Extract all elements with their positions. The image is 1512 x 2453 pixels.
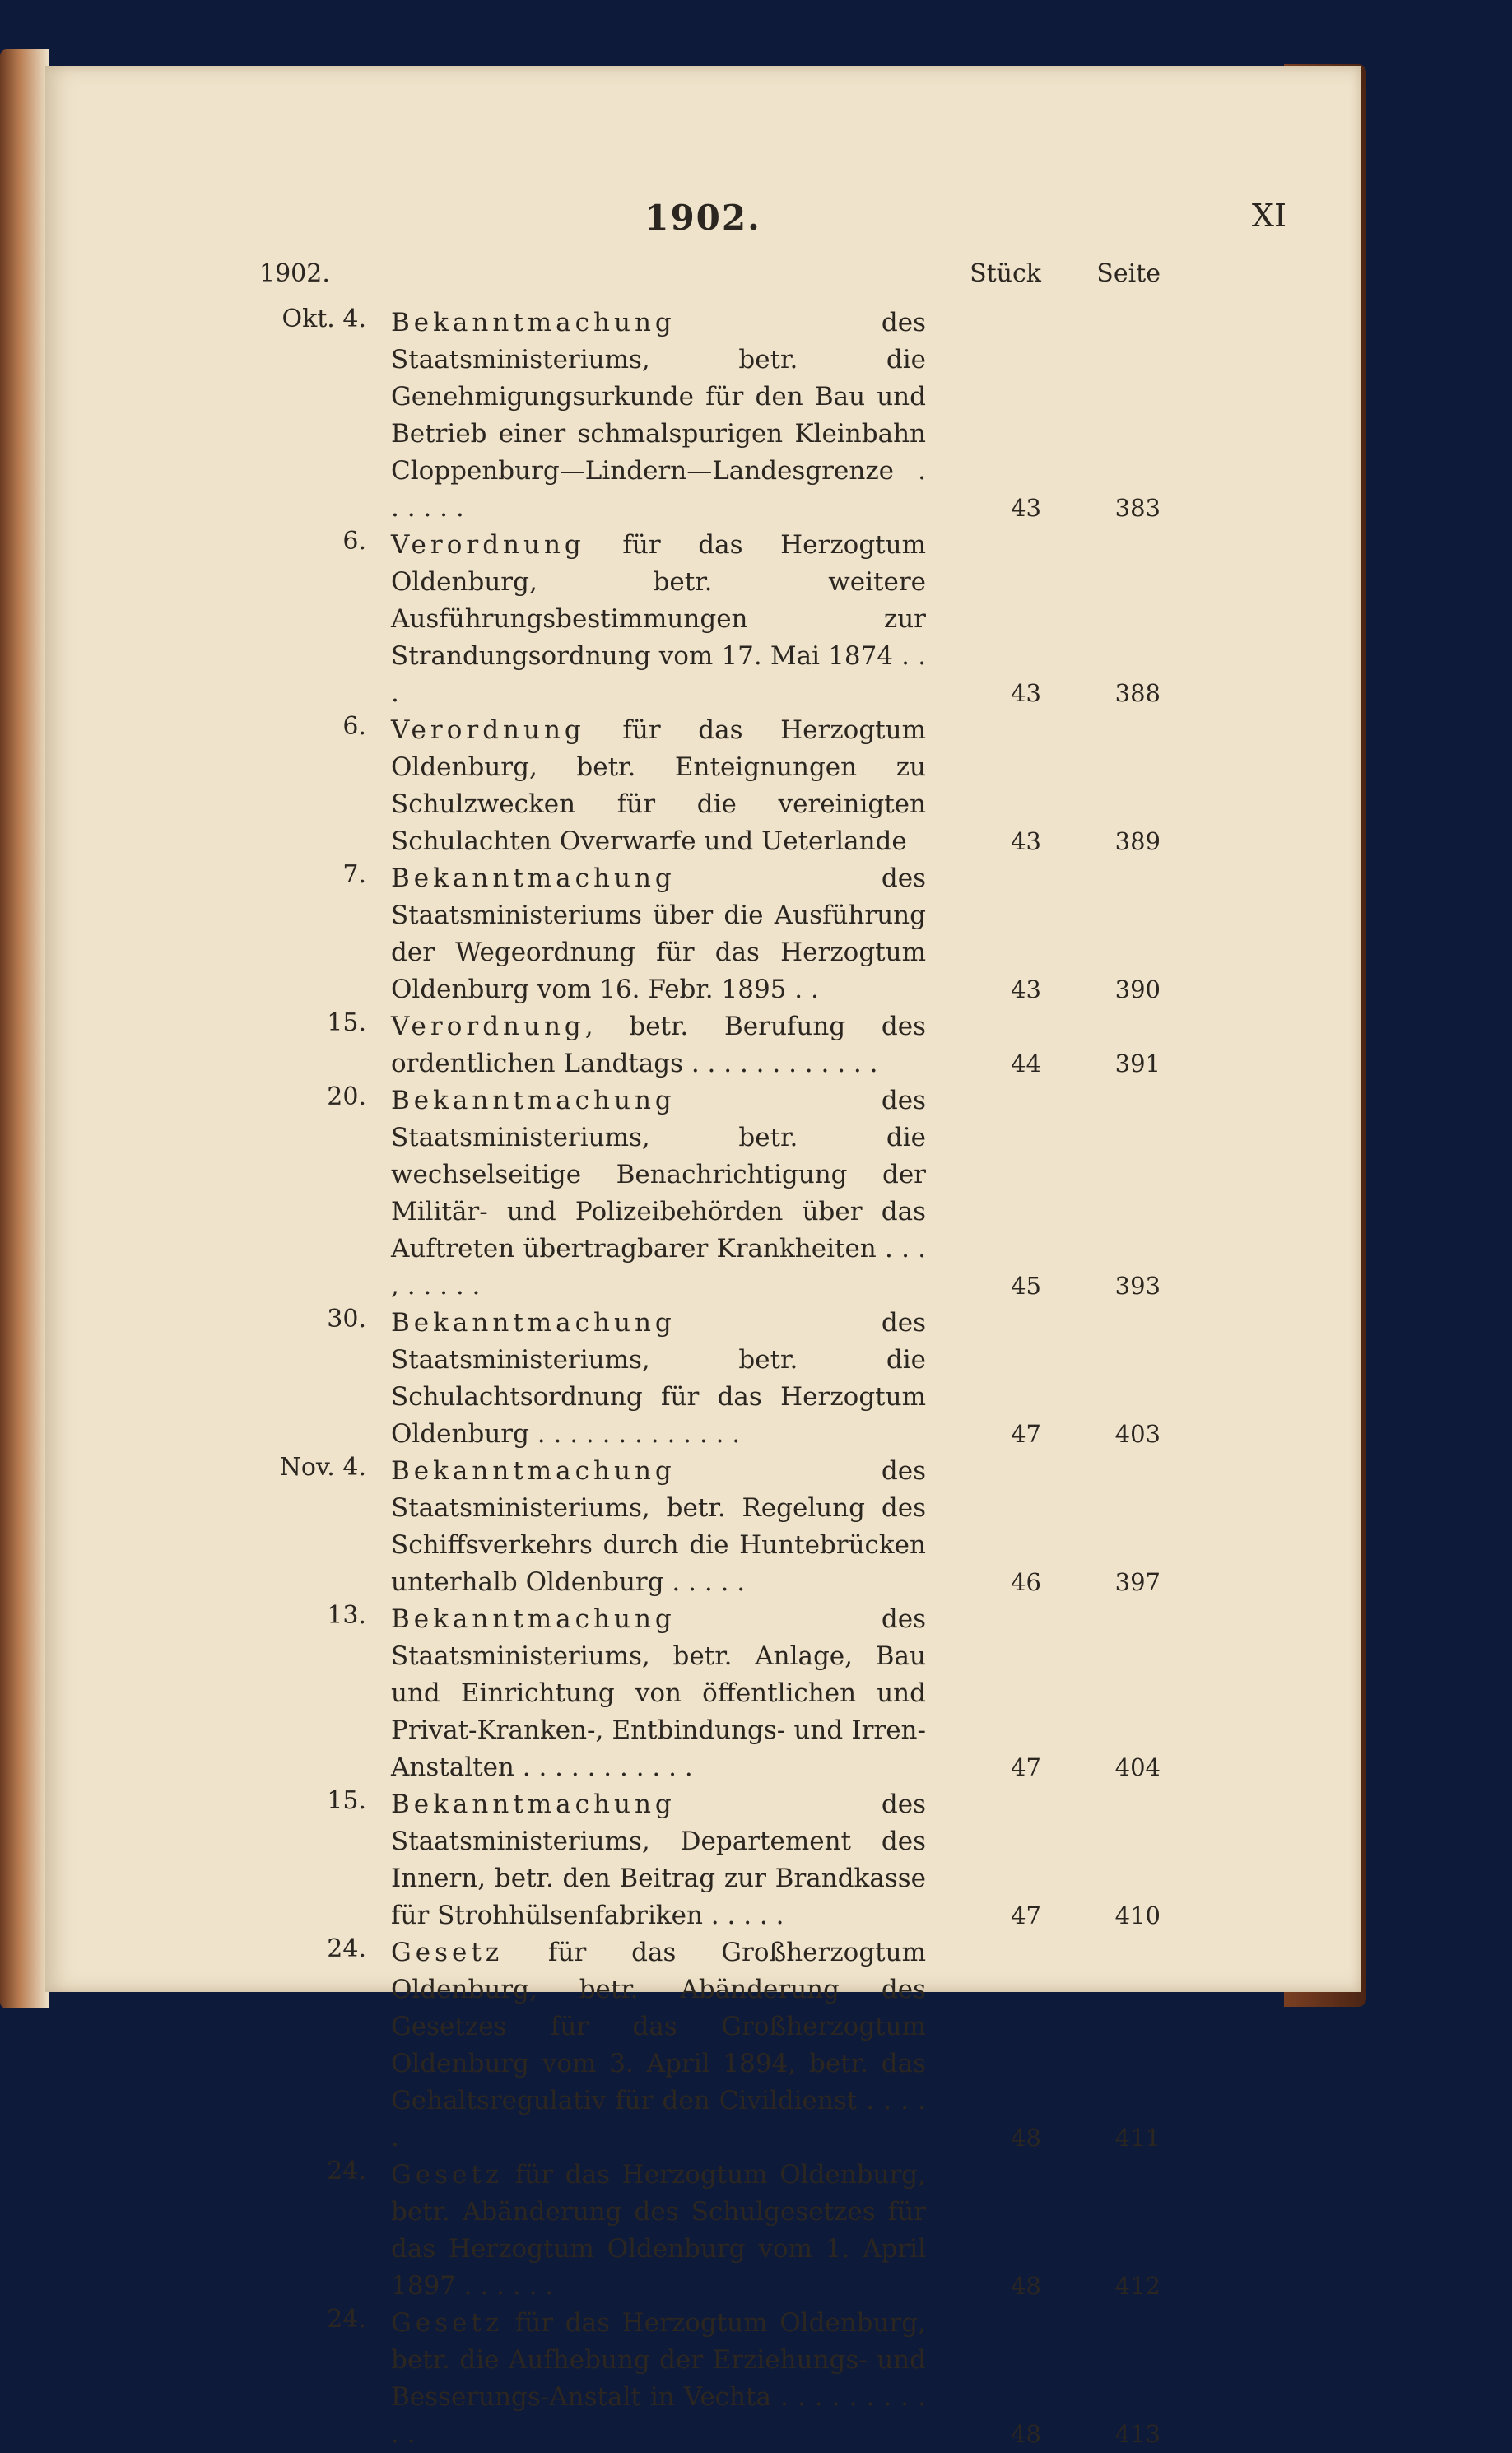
entry-description: für das Herzogtum Oldenburg, betr. Abänderung des Schulgesetzes für das Herzogtum Oldenburg vom 1. April 1897 . . . . . . [391,2160,926,2301]
entry-seite: 383 [1114,494,1161,522]
entry-kind: Gesetz [391,1938,504,1967]
entry-stueck: 48 [1011,2272,1041,2300]
entry-stueck: 43 [1011,494,1041,522]
entry-stueck: 44 [1011,1050,1041,1078]
entry-kind: Bekanntmachung [391,863,676,893]
entry-kind: Verordnung [391,1012,585,1041]
entry-seite: 412 [1114,2272,1161,2300]
entry-kind: Gesetz [391,2308,504,2338]
entry-date: 30. [327,1305,366,1334]
entry-seite: 397 [1114,1568,1161,1596]
entry-date: 24. [327,1934,366,1963]
entry-stueck: 48 [1011,2124,1041,2152]
list-item [45,860,1361,1008]
entry-stueck: 47 [1011,1420,1041,1448]
entry-kind: Bekanntmachung [391,1086,676,1115]
entry-date: Nov. 4. [279,1453,366,1482]
stueck-column-header: Stück [970,259,1041,288]
list-item [45,1453,1361,1601]
entry-description: für das Herzogtum Oldenburg, betr. Enteignungen zu Schulzwecken für die vereinigten Schulachten Overwarfe und Ueterlande [391,715,926,856]
book-page [45,66,1361,2449]
entry-seite: 388 [1114,679,1161,707]
entry-text [391,305,926,527]
page-number: XI [1251,198,1286,234]
entry-stueck: 43 [1011,975,1041,1003]
entry-text [391,1934,926,2157]
entry-description: des Staatsministeriums, betr. die wechselseitige Benachrichtigung der Militär- und Polizeibehörden über das Auftreten übertragbarer Krankheiten . . . , . . . . . [391,1086,926,1301]
entry-seite: 411 [1114,2124,1161,2152]
entry-stueck: 47 [1011,1901,1041,1929]
entry-kind: Bekanntmachung [391,1790,676,1819]
list-item [45,1934,1361,2157]
entry-date: 24. [327,2157,366,2185]
entry-seite: 404 [1114,1753,1161,1781]
book-spine-edge [0,49,49,2008]
entry-seite: 390 [1114,975,1161,1003]
entry-seite: 389 [1114,827,1161,855]
entry-kind: Bekanntmachung [391,1604,676,1634]
entry-description: des Staatsministeriums, Departement des Innern, betr. den Beitrag zur Brandkasse für Strohhülsenfabriken . . . . . [391,1790,926,1930]
entry-date: 15. [327,1008,366,1037]
entry-stueck: 47 [1011,1753,1041,1781]
entry-kind: Bekanntmachung [391,308,676,337]
entry-text [391,712,926,860]
entry-date: 6. [342,712,366,741]
list-item [45,527,1361,712]
entry-date: 13. [327,1601,366,1630]
list-item [45,1082,1361,1305]
entry-description: für das Herzogtum Oldenburg, betr. weitere Ausführungsbestimmungen zur Strandungsordnung vom 17. Mai 1874 . . . [391,530,926,708]
entry-text [391,1453,926,1601]
entry-kind: Verordnung [391,715,585,745]
entry-text [391,1008,926,1082]
entry-description: für das Herzogtum Oldenburg, betr. die Aufhebung der Erziehungs- und Besserungs-Anstalt in Vechta . . . . . . . . . . . [391,2308,926,2449]
entry-text [391,1082,926,1305]
list-item [45,712,1361,860]
list-item [45,1305,1361,1453]
list-item [45,1786,1361,1934]
entry-kind: Bekanntmachung [391,1308,676,1338]
entry-date: 7. [342,860,366,889]
page-header [45,189,1361,247]
entry-description: des Staatsministeriums, betr. Anlage, Bau und Einrichtung von öffentlichen und Privat-Kranken-, Entbindungs- und Irren-Anstalten . . . . . . . . . . . [391,1604,926,1782]
entry-stueck: 43 [1011,679,1041,707]
entry-stueck: 43 [1011,827,1041,855]
entry-kind: Bekanntmachung [391,1456,676,1486]
list-item [45,1008,1361,1082]
entry-stueck: 48 [1011,2420,1041,2448]
entry-description: des Staatsministeriums, betr. die Genehmigungsurkunde für den Bau und Betrieb einer schmalspurigen Kleinbahn Cloppenburg—Lindern—Landesgrenze . . . . . . [391,308,926,523]
entry-text [391,527,926,712]
entry-seite: 391 [1114,1050,1161,1078]
list-item [45,2305,1361,2453]
entry-description: , betr. Berufung des ordentlichen Landtags . . . . . . . . . . . . [391,1012,926,1078]
seite-column-header: Seite [1096,259,1161,288]
entry-seite: 393 [1114,1272,1161,1300]
entry-kind: Gesetz [391,2160,504,2190]
entry-stueck: 45 [1011,1272,1041,1300]
entry-text [391,2157,926,2305]
entry-description: für das Großherzogtum Oldenburg, betr. Abänderung des Gesetzes für das Großherzogtum Oldenburg vom 3. April 1894, betr. das Gehaltsregulativ für den Civildienst . . . . . [391,1938,926,2153]
entry-text [391,1601,926,1786]
entry-description: des Staatsministeriums über die Ausführung der Wegeordnung für das Herzogtum Oldenburg vom 16. Febr. 1895 . . [391,863,926,1004]
entry-kind: Verordnung [391,530,585,560]
column-headers [45,259,1361,300]
entry-text [391,860,926,1008]
entry-seite: 403 [1114,1420,1161,1448]
list-item [45,2157,1361,2305]
entry-description: des Staatsministeriums, betr. die Schulachtsordnung für das Herzogtum Oldenburg . . . . . . . . . . . . . [391,1308,926,1449]
entry-date: 6. [342,527,366,556]
header-year: 1902. [644,198,761,238]
list-item [45,1601,1361,1786]
year-column-header: 1902. [259,259,330,288]
entry-seite: 413 [1114,2420,1161,2448]
entry-description: des Staatsministeriums, betr. Regelung des Schiffsverkehrs durch die Huntebrücken unterhalb Oldenburg . . . . . [391,1456,926,1597]
entry-date: 24. [327,2305,366,2334]
list-item [45,305,1361,527]
entry-stueck: 46 [1011,1568,1041,1596]
entry-seite: 410 [1114,1901,1161,1929]
entry-text [391,2305,926,2453]
entry-text [391,1786,926,1934]
entry-date: 20. [327,1082,366,1111]
entry-date: Okt. 4. [281,305,366,333]
entry-list [45,305,1361,2453]
entry-text [391,1305,926,1453]
entry-date: 15. [327,1786,366,1815]
